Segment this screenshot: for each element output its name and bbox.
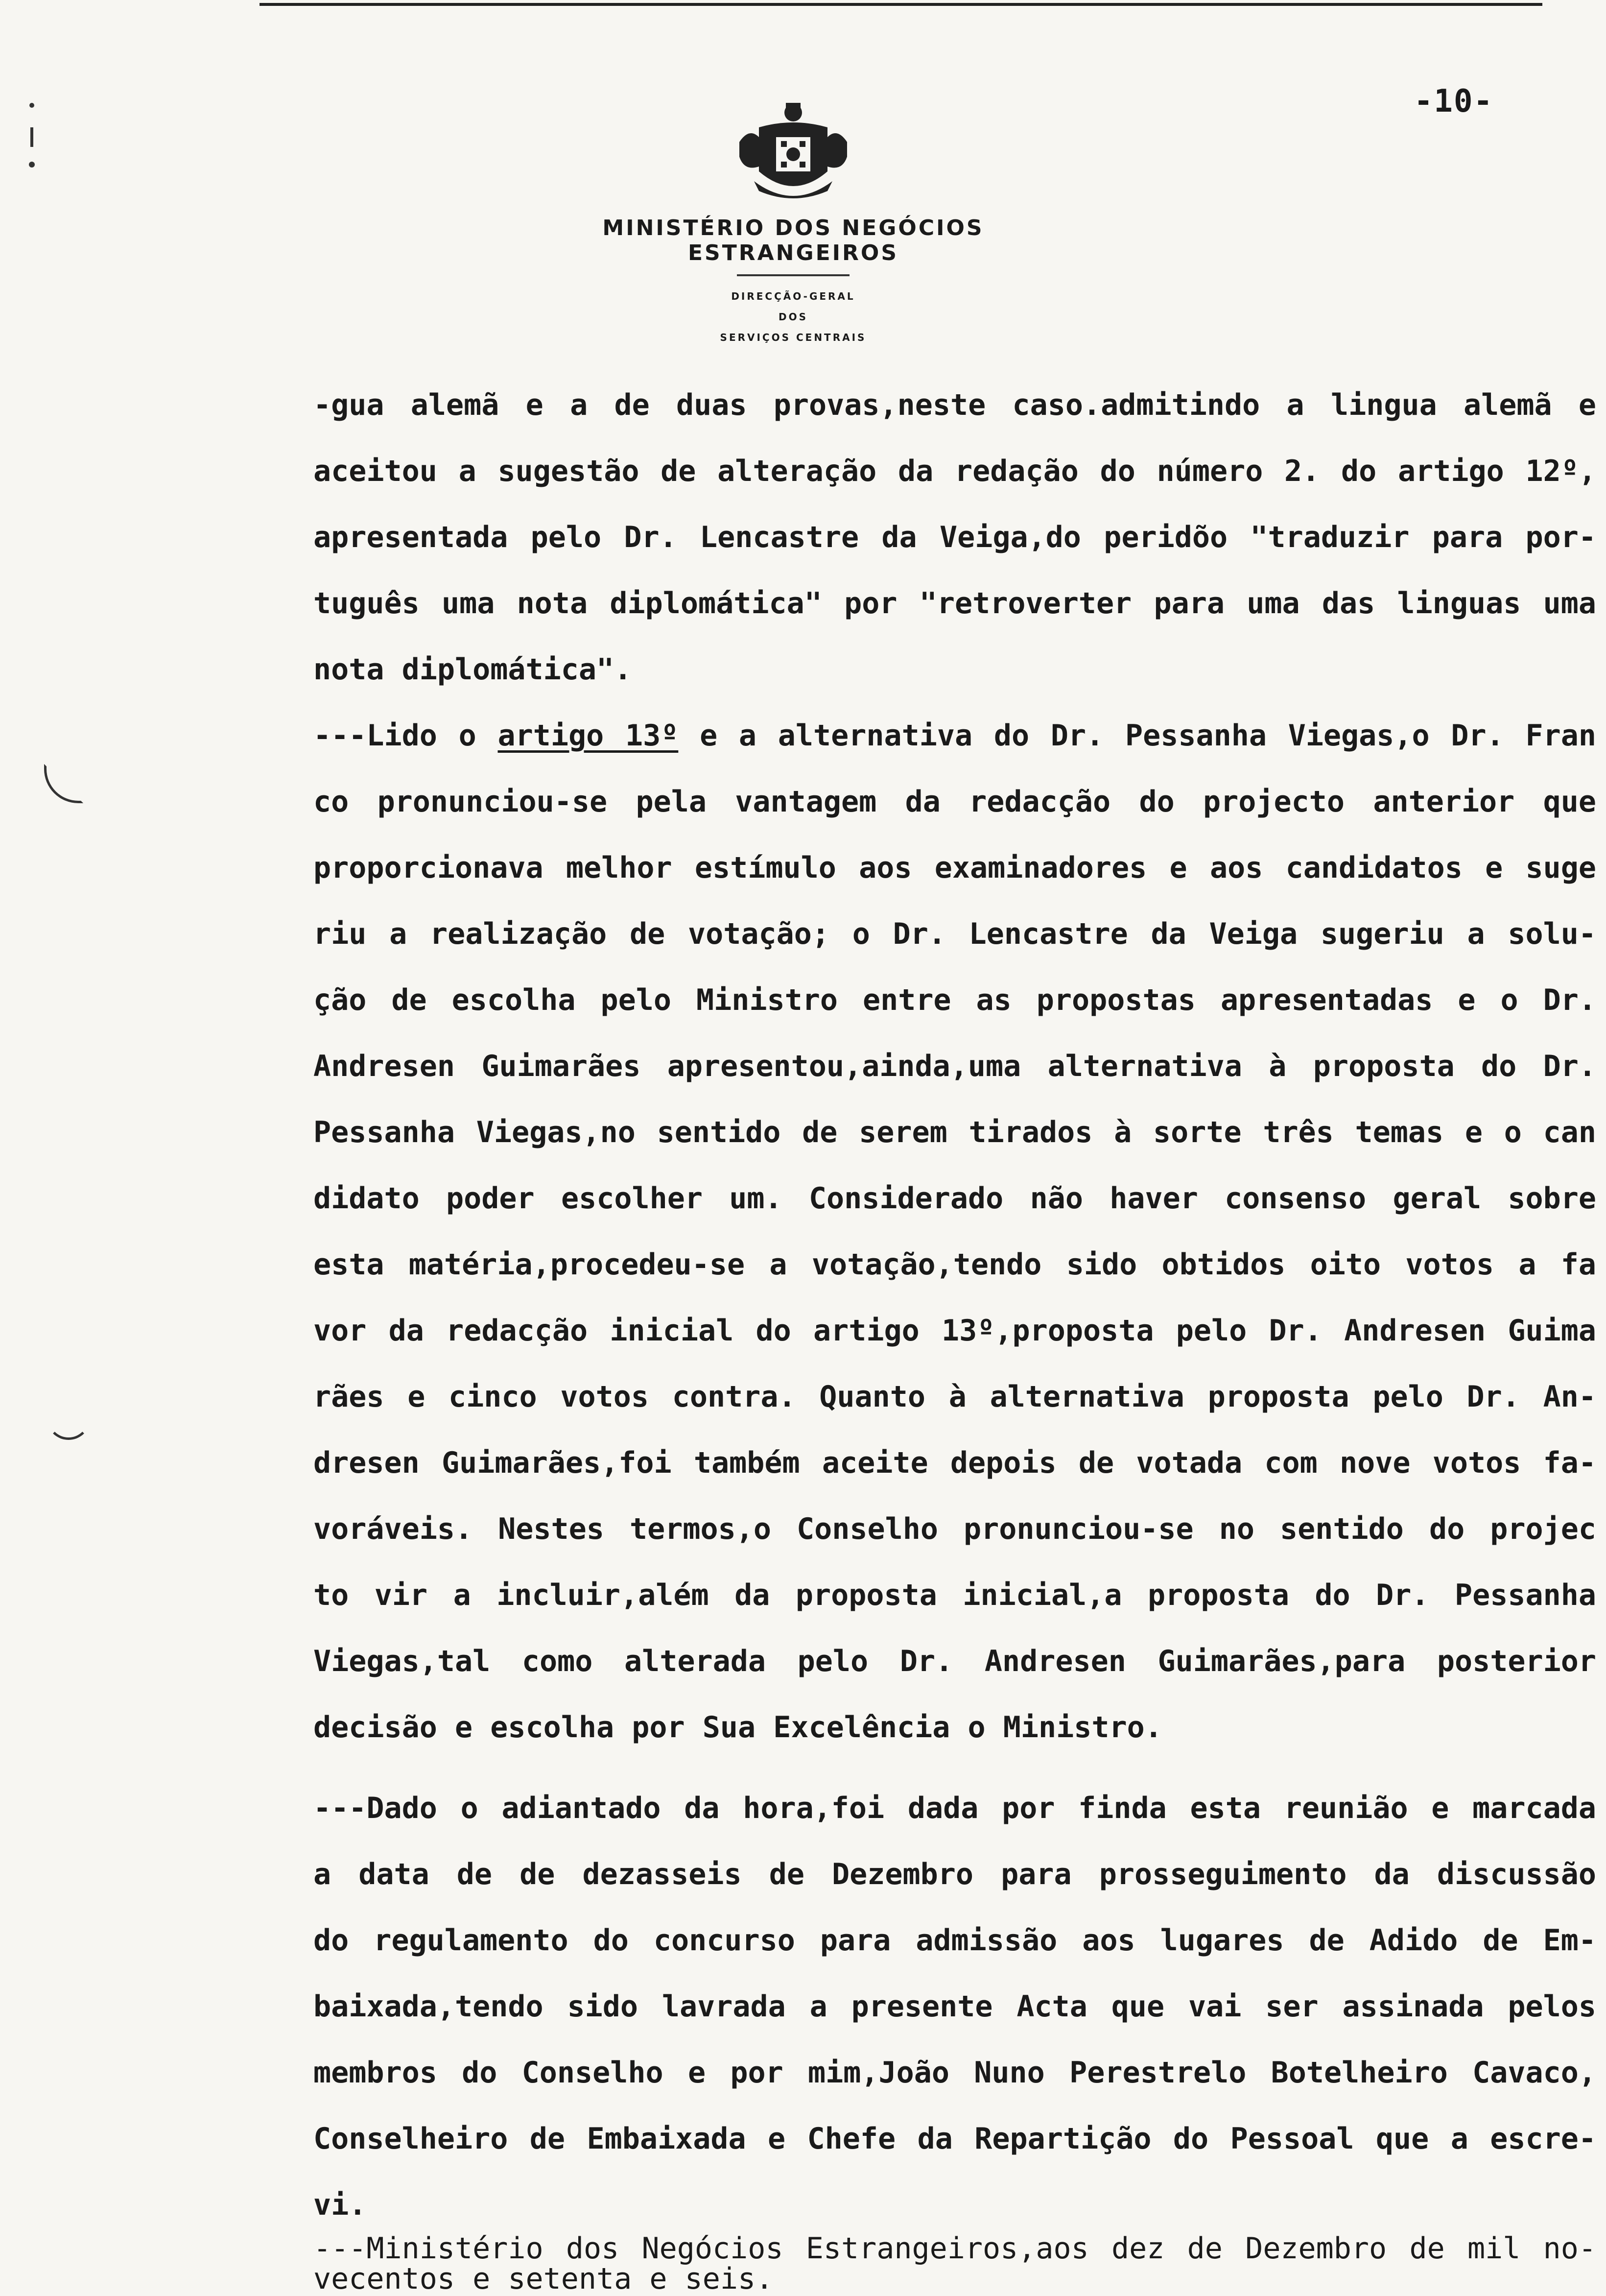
text-line: ção de escolha pelo Ministro entre as propostas apresentadas e o Dr. — [313, 983, 1596, 1017]
text-line: do regulamento do concurso para admissão aos lugares de Adido de Em- — [313, 1923, 1596, 1958]
text-line: Pessanha Viegas,no sentido de serem tirados à sorte três temas e o can — [313, 1115, 1596, 1149]
text-line: aceitou a sugestão de alteração da redação do número 2. do artigo 12º, — [313, 454, 1596, 488]
coat-of-arms-icon — [730, 98, 857, 211]
text-line: voráveis. Nestes termos,o Conselho pronunciou-se no sentido do projec — [313, 1512, 1596, 1546]
directorate-line: SERVIÇOS CENTRAIS — [720, 332, 867, 343]
closing-lines — [313, 2233, 1596, 2294]
margin-mark — [44, 764, 83, 803]
margin-dots — [27, 103, 37, 201]
text-line: -gua alemã e a de duas provas,neste caso.admitindo a lingua alemã e — [313, 388, 1596, 422]
text-line: nota diplomática". — [313, 652, 632, 687]
text-line: rães e cinco votos contra. Quanto à alternativa proposta pelo Dr. An- — [313, 1380, 1596, 1414]
text-line: Andresen Guimarães apresentou,ainda,uma alternativa à proposta do Dr. — [313, 1049, 1596, 1083]
ministry-name: MINISTÉRIO DOS NEGÓCIOS ESTRANGEIROS — [602, 215, 984, 265]
text-line — [313, 703, 1596, 769]
text-line: Conselheiro de Embaixada e Chefe da Repartição do Pessoal que a escre- — [313, 2122, 1596, 2156]
text-line: esta matéria,procedeu-se a votação,tendo sido obtidos oito votos a fa — [313, 1247, 1596, 1282]
text-line: co pronunciou-se pela vantagem da redacção do projecto anterior que — [313, 785, 1596, 819]
text-line: dresen Guimarães,foi também aceite depois de votada com nove votos fa- — [313, 1446, 1596, 1480]
margin-mark — [47, 1415, 91, 1440]
text-line: to vir a incluir,além da proposta inicial,a proposta do Dr. Pessanha — [313, 1578, 1596, 1612]
text-line: vi. — [313, 2188, 367, 2222]
text-line: baixada,tendo sido lavrada a presente Acta que vai ser assinada pelos — [313, 1989, 1596, 2024]
text-line: didato poder escolher um. Considerado não haver consenso geral sobre — [313, 1181, 1596, 1216]
top-rule — [260, 3, 1542, 6]
minutes-body — [313, 372, 1596, 2238]
text-line: proporcionava melhor estímulo aos examinadores e aos candidatos e suge — [313, 851, 1596, 885]
text-line: decisão e escolha por Sua Excelência o Ministro. — [313, 1710, 1162, 1745]
paragraph-gap — [313, 1761, 1596, 1775]
text-line: a data de de dezasseis de Dezembro para prosseguimento da discussão — [313, 1857, 1596, 1891]
directorate-line: DIRECÇÃO-GERAL — [731, 290, 855, 302]
header-rule — [737, 274, 850, 276]
text-fragment: ---Lido o — [313, 718, 498, 753]
article-reference: artigo 13º — [497, 718, 679, 753]
letterhead — [499, 98, 1087, 348]
page-number: -10- — [1414, 83, 1493, 120]
text-line: membros do Conselho e por mim,João Nuno Perestrelo Botelheiro Cavaco, — [313, 2056, 1596, 2090]
text-fragment: e a alternativa do Dr. Pessanha Viegas,o Dr. Fran — [678, 718, 1597, 753]
text-line: vor da redacção inicial do artigo 13º,proposta pelo Dr. Andresen Guima — [313, 1314, 1596, 1348]
text-line: riu a realização de votação; o Dr. Lencastre da Veiga sugeriu a solu- — [313, 917, 1596, 951]
text-line: Viegas,tal como alterada pelo Dr. Andresen Guimarães,para posterior — [313, 1644, 1596, 1678]
closing-line: vecentos e setenta e seis. — [313, 2262, 774, 2296]
closing-line: ---Ministério dos Negócios Estrangeiros,aos dez de Dezembro de mil no- — [313, 2231, 1596, 2266]
text-line: tuguês uma nota diplomática" por "retroverter para uma das linguas uma — [313, 586, 1596, 621]
text-line: ---Dado o adiantado da hora,foi dada por finda esta reunião e marcada — [313, 1791, 1596, 1825]
text-line: apresentada pelo Dr. Lencastre da Veiga,do peridõo "traduzir para por- — [313, 520, 1596, 554]
directorate-line: DOS — [778, 311, 808, 323]
